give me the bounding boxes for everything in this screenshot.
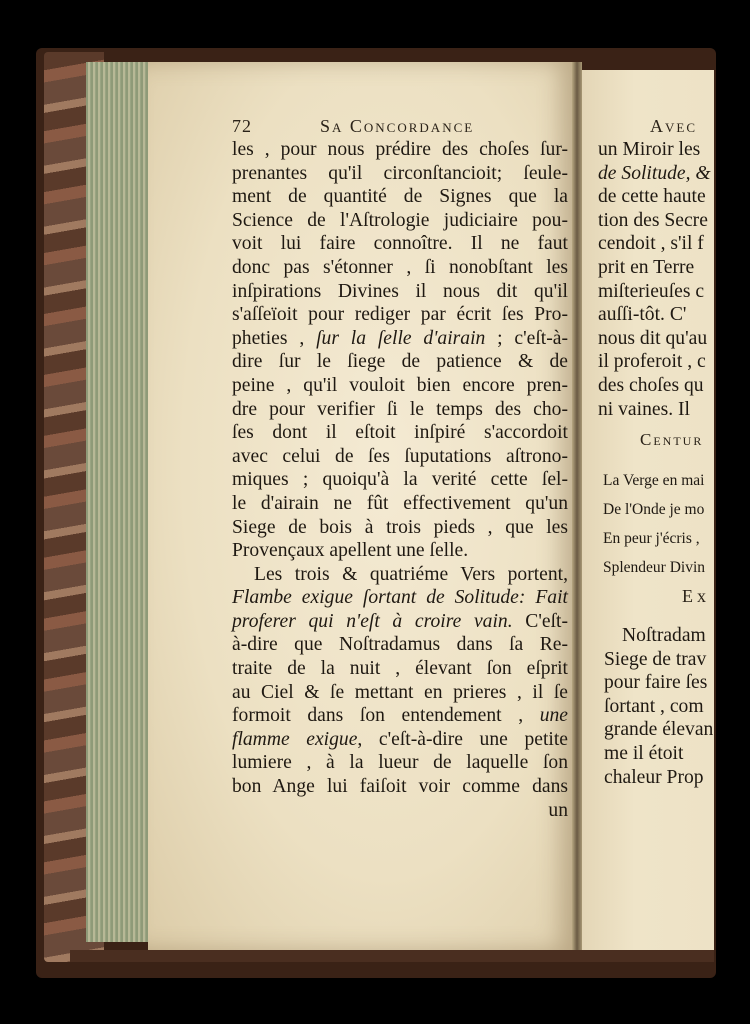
text-line: dre pour verifier ſi le temps des cho- [232,398,568,420]
verse-line: De l'Onde je mo [603,501,705,518]
text-line: tion des Secre [598,209,708,231]
explication-heading: Ex [682,586,710,606]
text-line: nous dit qu'au [598,327,708,349]
verse-line: Splendeur Divin [603,559,706,576]
text-line-mixed [232,327,568,351]
book-gutter [572,62,582,950]
text-line: prit en Terre [598,256,695,278]
text-line: ni vaines. Il [598,398,690,420]
text-line: traite de la nuit , élevant ſon eſprit [232,658,568,680]
page-number: 72 [232,116,252,136]
italic-phrase: flamme exigue [232,728,358,750]
quoted-verse-line: proferer qui n'eſt à croire vain. [232,610,513,632]
text-segment: pheties , [232,327,317,349]
text-line: Noſtradam [622,625,706,646]
text-line-mixed [232,610,568,634]
text-line-mixed [232,704,568,728]
quoted-verse-line: Flambe exigue ſortant de Solitude: Fait [232,587,568,609]
text-line: bon Ange lui faiſoit voir comme dans [232,776,568,798]
text-line: prenantes qu'il circonſtancioit; ſeule- [232,162,568,184]
quatrain-verse [603,466,714,582]
text-line: à-dire que Noſtradamus dans ſa Re- [232,634,568,656]
text-segment: formoit dans ſon entendement , [232,705,540,727]
text-segment: C'eſt- [525,610,569,632]
text-line: grande élevan [604,719,714,741]
right-page-text-top [598,138,714,421]
text-line: Les trois & quatriéme Vers portent, [254,563,568,585]
text-segment: , c'eſt-à-dire une petite [357,728,568,750]
text-line: ſes dont il eſtoit inſpiré s'accordoit [232,422,568,444]
text-line: donc pas s'étonner , ſi nonobſtant les [232,256,568,278]
catchword: un [548,799,568,821]
text-line: inſpirations Divines il nous dit qu'il [232,280,568,302]
running-head-title: Sa Concordance [320,116,475,136]
page-edges [86,62,151,942]
text-line: de Solitude, & [598,162,711,184]
text-line: Provençaux apellent une ſelle. [232,540,469,562]
text-line: me il étoit [604,742,684,764]
text-line: cendoit , s'il f [598,233,704,255]
italic-phrase: ſur la ſelle d'airain [316,327,486,349]
text-line: Siege de bois à trois pieds , que les [232,516,568,538]
centurie-heading: Centur [640,430,704,449]
text-line: chaleur Prop [604,766,704,788]
text-line: il proferoit , c [598,351,706,373]
left-page-text [232,138,568,822]
text-line: dire ſur le ſiege de patience & de [232,351,568,373]
text-line: ſortant , com [604,695,704,717]
text-line: auſſi-tôt. C' [598,304,687,326]
right-page-text-bottom [604,624,714,789]
text-line: ment de quantité de Signes que la [232,186,568,208]
text-line: s'aſſeïoit pour rediger par écrit ſes Pro- [232,304,568,326]
text-line: voit lui faire connoître. Il ne faut [232,233,568,255]
text-line: de cette haute [598,186,706,208]
book-bottom-edge [70,950,714,962]
text-line: peine , qu'il vouloit bien encore pren- [232,374,568,396]
text-line-mixed [232,728,568,752]
text-line: miſterieuſes c [598,280,705,302]
text-line: un Miroir les [598,139,701,160]
verse-line: La Verge en mai [603,472,705,489]
text-line: des choſes qu [598,374,704,396]
verse-line: En peur j'écris , [603,530,700,547]
text-line: au Ciel & ſe mettant en prieres , il ſe [232,681,568,703]
text-line: Siege de trav [604,648,707,670]
italic-phrase: une [539,705,568,727]
left-running-head [232,116,572,140]
text-line: le d'airain ne fût effectivement qu'un [232,492,568,514]
text-line: avec celui de ſes ſuputations aſtrono- [232,445,568,467]
text-line: pour faire ſes [604,672,708,694]
text-segment: ; c'eſt-à- [497,327,568,349]
right-running-head: Avec [650,116,697,136]
text-line: les , pour nous prédire des choſes ſur- [232,139,568,160]
text-line: miques ; quoiqu'à la verité cette ſel- [232,469,568,491]
text-line: Science de l'Aſtrologie judiciaire pou- [232,209,568,231]
text-line: lumiere , à la lueur de laquelle ſon [232,752,568,774]
